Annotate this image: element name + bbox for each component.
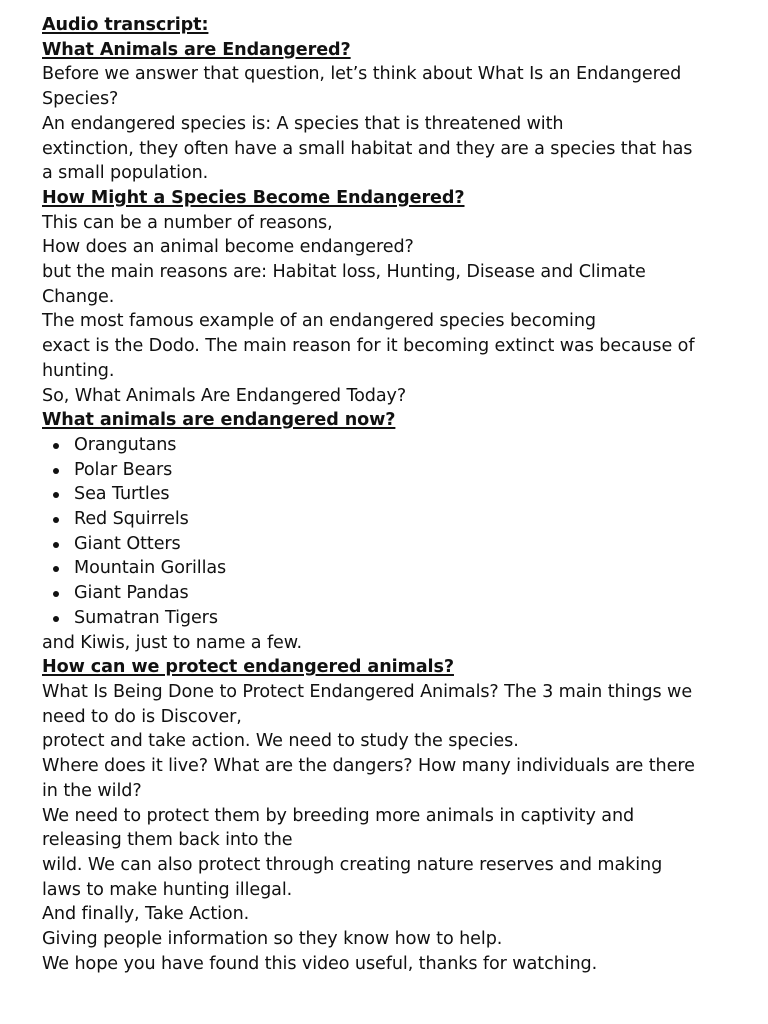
paragraph-line: releasing them back into the (42, 830, 293, 851)
paragraph-line: need to do is Discover, (42, 706, 242, 727)
endangered-animals-list (42, 433, 732, 631)
paragraph-line: An endangered species is: A species that is threatened with (42, 113, 564, 134)
bullet-icon (53, 591, 59, 597)
bullet-icon (53, 468, 59, 474)
paragraph-line: This can be a number of reasons, (42, 212, 333, 233)
paragraph-line: extinction, they often have a small habitat and they are a species that has (42, 138, 693, 159)
list-item (42, 606, 732, 631)
list-item-label: Polar Bears (74, 459, 173, 480)
paragraph-line: wild. We can also protect through creating nature reserves and making (42, 854, 663, 875)
list-item (42, 532, 732, 557)
transcript-label: Audio transcript: (42, 15, 209, 35)
paragraph-line: laws to make hunting illegal. (42, 879, 293, 900)
list-closing-line: and Kiwis, just to name a few. (42, 632, 302, 653)
section-heading-animals-endangered-now: What animals are endangered now? (42, 410, 396, 431)
paragraph-line: exact is the Dodo. The main reason for it becoming extinct was because of (42, 336, 695, 357)
list-item-label: Sumatran Tigers (74, 607, 218, 628)
section-heading-what-animals-endangered: What Animals are Endangered? (42, 39, 351, 60)
list-item-label: Giant Pandas (74, 583, 189, 604)
paragraph-line: So, What Animals Are Endangered Today? (42, 385, 407, 406)
bullet-icon (53, 616, 59, 622)
paragraph-line: And finally, Take Action. (42, 904, 250, 925)
paragraph-line: protect and take action. We need to study the species. (42, 731, 519, 752)
paragraph-line: We need to protect them by breeding more animals in captivity and (42, 805, 635, 826)
list-item-label: Red Squirrels (74, 509, 189, 530)
section-heading-how-species-endangered: How Might a Species Become Endangered? (42, 187, 465, 208)
paragraph-line: We hope you have found this video useful, thanks for watching. (42, 953, 598, 974)
list-item-label: Giant Otters (74, 533, 181, 554)
bullet-icon (53, 492, 59, 498)
paragraph-line: hunting. (42, 360, 115, 381)
transcript-document (42, 13, 732, 976)
list-item (42, 507, 732, 532)
list-item-label: Orangutans (74, 434, 177, 455)
list-item-label: Sea Turtles (74, 484, 170, 505)
paragraph-line: Where does it live? What are the dangers? How many individuals are there (42, 756, 695, 777)
paragraph-line: Change. (42, 286, 115, 307)
paragraph-line: What Is Being Done to Protect Endangered Animals? The 3 main things we (42, 681, 693, 702)
list-item (42, 581, 732, 606)
paragraph-line: a small population. (42, 163, 209, 184)
bullet-icon (53, 517, 59, 523)
paragraph-line: in the wild? (42, 780, 142, 801)
bullet-icon (53, 443, 59, 449)
bullet-icon (53, 542, 59, 548)
paragraph-line: but the main reasons are: Habitat loss, Hunting, Disease and Climate (42, 262, 646, 283)
paragraph-line: Giving people information so they know how to help. (42, 929, 503, 950)
paragraph-line: Species? (42, 89, 119, 110)
list-item (42, 458, 732, 483)
list-item (42, 482, 732, 507)
section-heading-protect-endangered: How can we protect endangered animals? (42, 657, 454, 678)
paragraph-line: The most famous example of an endangered species becoming (42, 311, 596, 332)
list-item (42, 433, 732, 458)
bullet-icon (53, 566, 59, 572)
paragraph-line: Before we answer that question, let’s think about What Is an Endangered (42, 64, 682, 85)
list-item-label: Mountain Gorillas (74, 558, 227, 579)
list-item (42, 556, 732, 581)
paragraph-line: How does an animal become endangered? (42, 237, 414, 258)
